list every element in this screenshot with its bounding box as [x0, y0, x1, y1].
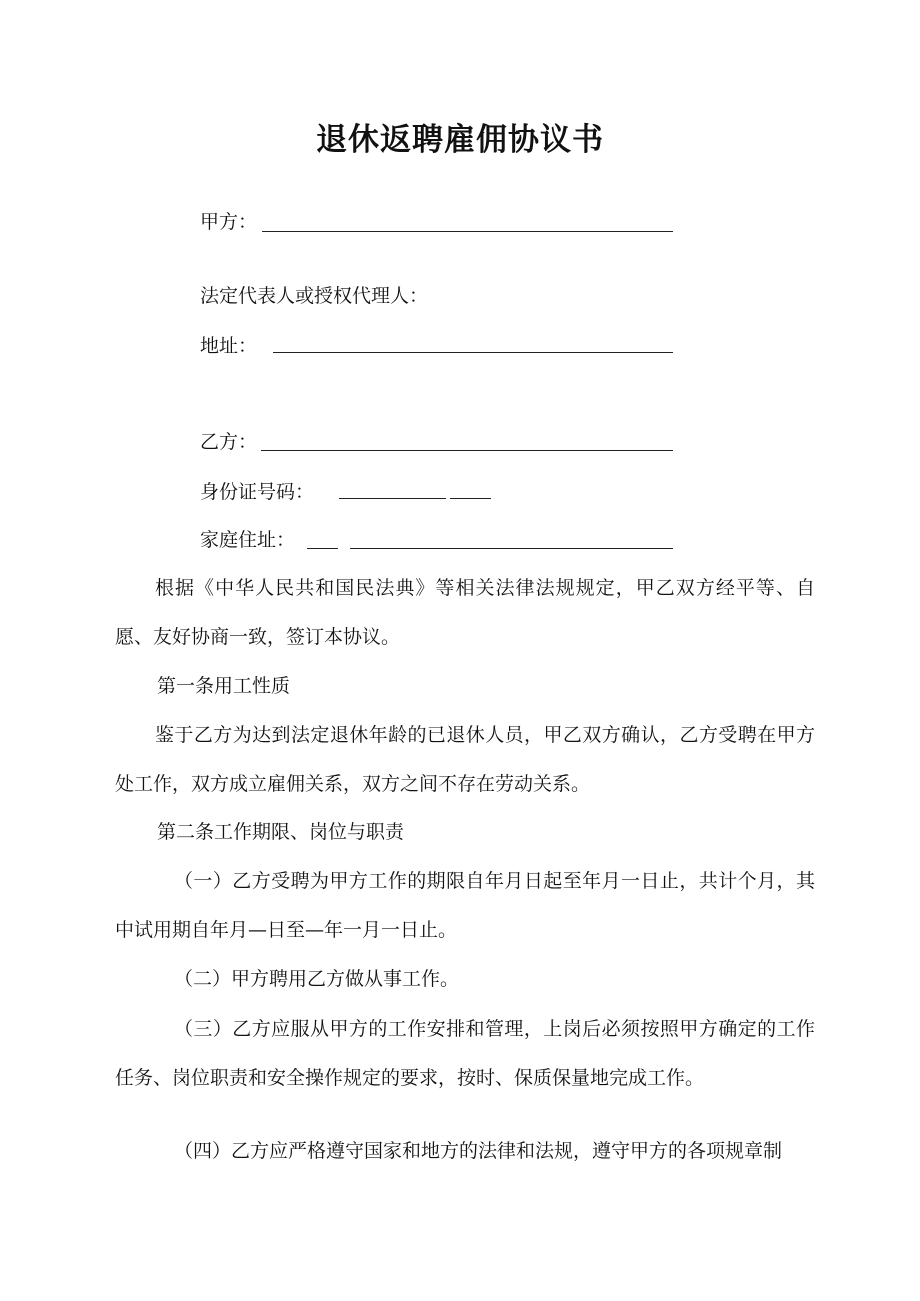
party-a-label: 甲方： — [200, 211, 258, 233]
article-2-clause-1: （一）乙方受聘为甲方工作的期限自年月日起至年月一日止，共计个月，其中试用期自年月—日至—年一月一日止。 — [115, 870, 815, 941]
party-b-blank — [261, 450, 673, 451]
home-address-blank-2 — [350, 548, 673, 549]
article-1-paragraph: 鉴于乙方为达到法定退休年龄的已退休人员，甲乙双方确认，乙方受聘在甲方处工作，双方成立雇佣关系，双方之间不存在劳动关系。 — [115, 724, 815, 795]
party-b-label: 乙方： — [200, 431, 258, 453]
article-2-clause-3: （三）乙方应服从甲方的工作安排和管理，上岗后必须按照甲方确定的工作任务、岗位职责和安全操作规定的要求，按时、保质保量地完成工作。 — [115, 1018, 815, 1089]
article-1-heading: 第一条用工性质 — [157, 675, 291, 697]
article-2-clause-2: （二）甲方聘用乙方做从事工作。 — [174, 968, 460, 990]
document-title: 退休返聘雇佣协议书 — [316, 122, 604, 158]
intro-paragraph: 根据《中华人民共和国民法典》等相关法律法规规定，甲乙双方经平等、自愿、友好协商一致，签订本协议。 — [115, 577, 815, 648]
home-address-label: 家庭住址： — [200, 529, 296, 551]
id-number-blank-1 — [339, 498, 446, 499]
id-number-label: 身份证号码： — [200, 481, 315, 503]
article-2-heading: 第二条工作期限、岗位与职责 — [157, 821, 405, 843]
party-a-blank — [262, 231, 673, 232]
party-a-address-blank — [273, 352, 673, 353]
article-2-clause-4: （四）乙方应严格遵守国家和地方的法律和法规，遵守甲方的各项规章制 — [174, 1140, 783, 1162]
id-number-blank-2 — [450, 498, 491, 499]
representative-label: 法定代表人或授权代理人： — [200, 285, 429, 307]
party-a-address-label: 地址： — [200, 335, 258, 357]
home-address-blank-1 — [307, 548, 338, 549]
